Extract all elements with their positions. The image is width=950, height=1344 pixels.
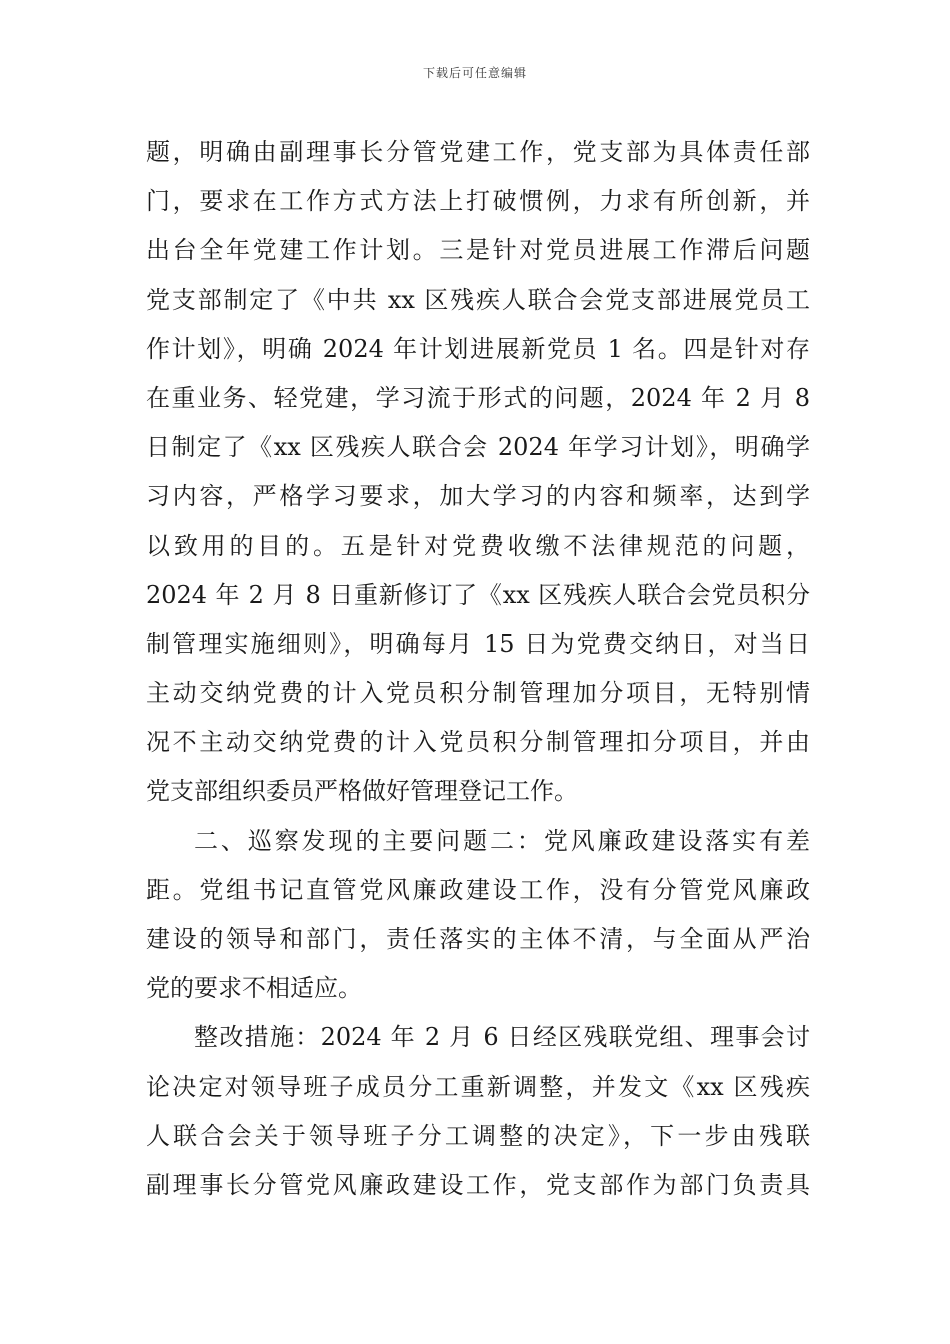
document-body bbox=[146, 128, 810, 1210]
text-line: 主动交纳党费的计入党员积分制管理加分项目，无特别情 bbox=[146, 679, 810, 708]
text-line: 党支部制定了《中共 xx 区残疾人联合会党支部进展党员工 bbox=[146, 285, 810, 314]
text-line: 距。党组书记直管党风廉政建设工作，没有分管党风廉政 bbox=[146, 875, 810, 904]
text-line: 建设的领导和部门，责任落实的主体不清，与全面从严治 bbox=[146, 925, 810, 953]
text-line: 门，要求在工作方式方法上打破惯例，力求有所创新，并 bbox=[146, 187, 810, 216]
text-line: 题，明确由副理事长分管党建工作，党支部为具体责任部 bbox=[146, 138, 810, 166]
text-line: 习内容，严格学习要求，加大学习的内容和频率，达到学 bbox=[146, 482, 810, 511]
text-line: 作计划》，明确 2024 年计划进展新党员 1 名。四是针对存 bbox=[146, 334, 810, 363]
paragraph-3 bbox=[146, 1013, 810, 1210]
page-header: 下载后可任意编辑 bbox=[422, 66, 527, 80]
paragraph-1 bbox=[146, 128, 810, 817]
text-line: 出台全年党建工作计划。三是针对党员进展工作滞后问题 bbox=[146, 236, 810, 265]
text-line: 二、巡察发现的主要问题二：党风廉政建设落实有差 bbox=[194, 826, 810, 855]
text-line: 在重业务、轻党建，学习流于形式的问题，2024 年 2 月 8 bbox=[146, 383, 810, 412]
text-line: 2024 年 2 月 8 日重新修订了《xx 区残疾人联合会党员积分 bbox=[146, 580, 810, 609]
text-line: 制管理实施细则》，明确每月 15 日为党费交纳日，对当日 bbox=[146, 629, 810, 658]
text-line: 况不主动交纳党费的计入党员积分制管理扣分项目，并由 bbox=[146, 728, 810, 757]
text-line: 论决定对领导班子成员分工重新调整，并发文《xx 区残疾 bbox=[146, 1072, 810, 1101]
text-line: 副理事长分管党风廉政建设工作，党支部作为部门负责具 bbox=[146, 1170, 810, 1199]
text-line: 整改措施：2024 年 2 月 6 日经区残联党组、理事会讨 bbox=[194, 1023, 810, 1052]
text-line: 人联合会关于领导班子分工调整的决定》，下一步由残联 bbox=[146, 1121, 810, 1150]
text-line: 日制定了《xx 区残疾人联合会 2024 年学习计划》，明确学 bbox=[146, 433, 810, 462]
text-line: 党支部组织委员严格做好管理登记工作。 bbox=[146, 777, 578, 806]
text-line: 党的要求不相适应。 bbox=[146, 974, 362, 1003]
text-line: 以致用的目的。五是针对党费收缴不法律规范的问题， bbox=[146, 531, 810, 560]
paragraph-2 bbox=[146, 817, 810, 1014]
